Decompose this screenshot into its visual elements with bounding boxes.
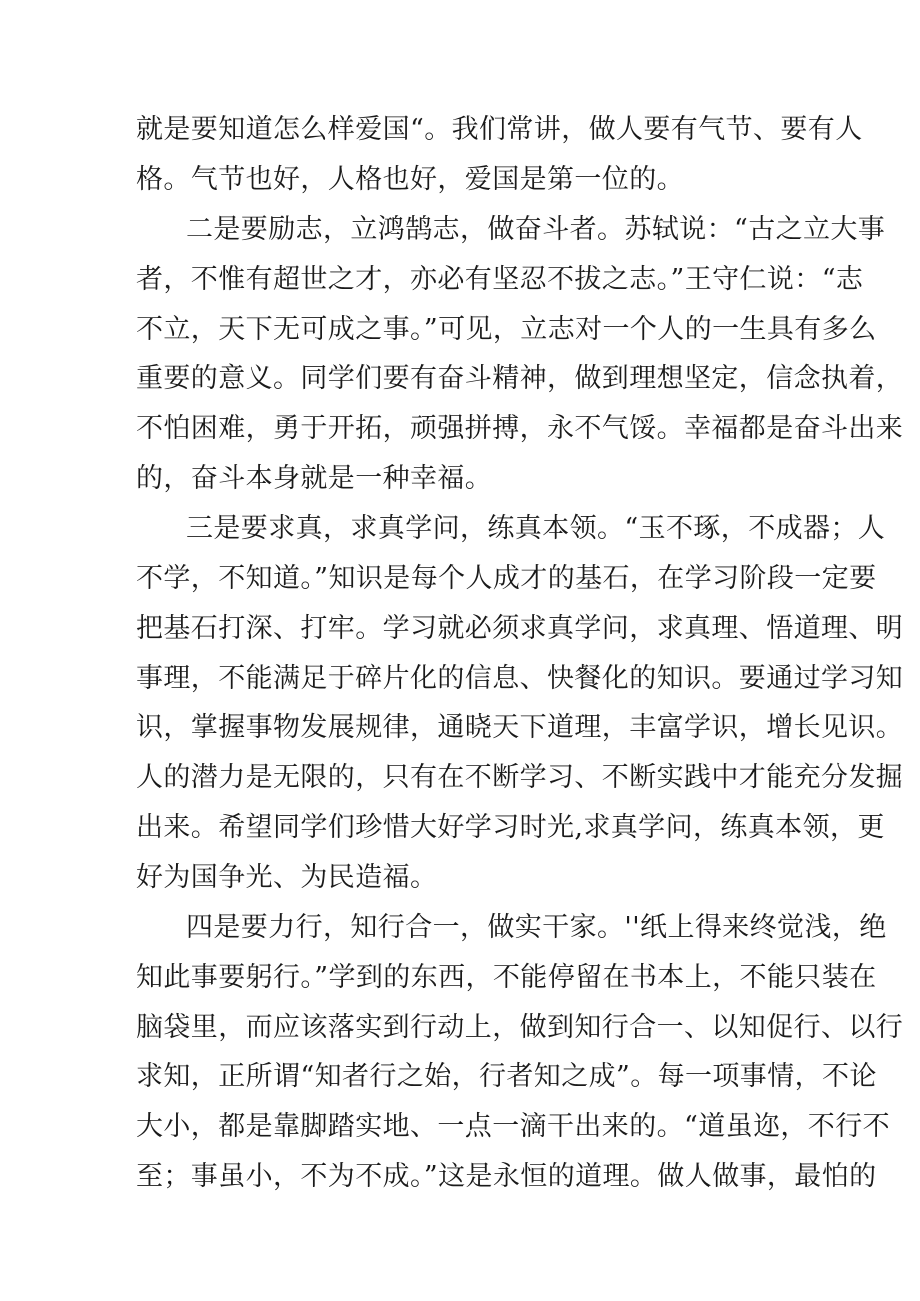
- text-line: 出来。希望同学们珍惜大好学习时光,求真学问，练真本领，更: [136, 812, 885, 843]
- text-line: 大小，都是靠脚踏实地、一点一滴干出来的。“道虽迩，不行不: [136, 1111, 891, 1142]
- text-line: 重要的意义。同学们要有奋斗精神，做到理想坚定，信念执着，: [136, 363, 904, 394]
- text-line: 就是要知道怎么样爱国“。我们常讲，做人要有气节、要有人: [136, 114, 863, 145]
- text-line: 不立，天下无可成之事。”可见，立志对一个人的一生具有多么: [136, 314, 877, 345]
- text-line: 的，奋斗本身就是一种幸福。: [136, 463, 493, 494]
- text-line: 求知，正所谓“知者行之始，行者知之成”。每一项事情，不论: [136, 1061, 877, 1092]
- paragraph-start-line: 四是要力行，知行合一，做实干家。''纸上得来终觉浅，绝: [186, 912, 887, 943]
- text-line: 不怕困难，勇于开拓，顽强拼搏，永不气馁。幸福都是奋斗出来: [136, 413, 904, 444]
- text-line: 格。气节也好，人格也好，爱国是第一位的。: [136, 164, 684, 195]
- text-line: 知此事要躬行。”学到的东西，不能停留在书本上，不能只装在: [136, 962, 877, 993]
- text-line: 事理，不能满足于碎片化的信息、快餐化的知识。要通过学习知: [136, 663, 904, 694]
- paragraph-start-line: 三是要求真，求真学问，练真本领。“玉不琢，不成器；人: [186, 513, 886, 544]
- text-line: 不学，不知道。”知识是每个人成才的基石，在学习阶段一定要: [136, 563, 877, 594]
- text-line: 至；事虽小，不为不成。”这是永恒的道理。做人做事，最怕的: [136, 1161, 877, 1192]
- paragraph-start-line: 二是要励志，立鸿鹄志，做奋斗者。苏轼说：“古之立大事: [186, 214, 886, 245]
- text-line: 人的潜力是无限的，只有在不断学习、不断实践中才能充分发掘: [136, 762, 904, 793]
- text-line: 识，掌握事物发展规律，通晓天下道理，丰富学识，增长见识。: [136, 712, 904, 743]
- text-line: 脑袋里，而应该落实到行动上，做到知行合一、以知促行、以行: [136, 1012, 904, 1043]
- text-line: 好为国争光、为民造福。: [136, 862, 438, 893]
- text-line: 者，不惟有超世之才，亦必有坚忍不拔之志。”王守仁说：“志: [136, 264, 864, 295]
- text-line: 把基石打深、打牢。学习就必须求真学问，求真理、悟道理、明: [136, 613, 904, 644]
